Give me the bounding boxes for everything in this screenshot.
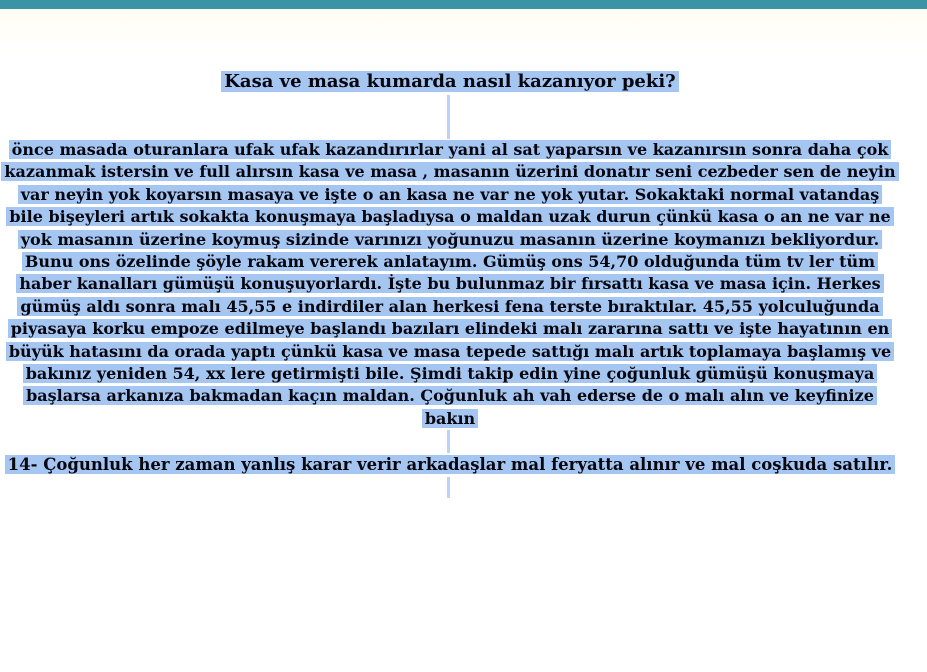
paragraph-line [0, 229, 900, 251]
selected-text: bakın [422, 409, 478, 428]
document-page [0, 9, 927, 672]
paragraph-line [0, 161, 900, 183]
paragraph-line [0, 318, 900, 340]
paragraph-line [0, 273, 900, 295]
paragraph-line [0, 206, 900, 228]
paragraph-line [0, 363, 900, 385]
selected-text: bile bişeyleri artık sokakta konuşmaya başladıysa o maldan uzak durun çünkü kasa o an ne var ne [6, 207, 893, 226]
selected-text: önce masada oturanlara ufak ufak kazandırırlar yani al sat yaparsın ve kazanırsın sonra daha çok [9, 140, 892, 159]
selected-text: başlarsa arkanıza bakmadan kaçın maldan. Çoğunluk ah vah ederse de o malı alın ve keyfinize [23, 386, 877, 405]
selected-text: yok masanın üzerine koymuş sizinde varınızı yoğunuzu masanın üzerine koymanızı bekliyordur. [18, 230, 883, 249]
selected-text: var neyin yok koyarsın masaya ve işte o an kasa ne var ne yok yutar. Sokaktaki normal vatandaş [18, 185, 883, 204]
document-title: Kasa ve masa kumarda nasıl kazanıyor peki? [221, 71, 678, 92]
selected-text: büyük hatasını da orada yaptı çünkü kasa ve masa tepede sattığı malı artık toplamaya başlamış ve [6, 342, 894, 361]
paragraph-line [0, 408, 900, 430]
paragraph-line [0, 385, 900, 407]
selected-text: bakınız yeniden 54, xx lere getirmişti bile. Şimdi takip edin yine çoğunluk gümüşü konuşmaya [23, 364, 878, 383]
selected-text: haber kanalları gümüşü konuşuyorlardı. İşte bu bulunmaz bir fırsattı kasa ve masa için. Herkes [16, 274, 883, 293]
window-top-bar [0, 0, 927, 9]
main-paragraph [0, 139, 900, 430]
selected-text: gümüş aldı sonra malı 45,55 e indirdiler alan herkesi fena terste bıraktılar. 45,55 yolculuğunda [17, 297, 882, 316]
footnote-row [0, 453, 900, 477]
empty-line-selection-mark [447, 95, 450, 139]
paragraph-line [0, 341, 900, 363]
paragraph-line [0, 296, 900, 318]
title-row [0, 68, 900, 95]
selected-text: kazanmak istersin ve full alırsın kasa ve masa , masanın üzerini donatır seni cezbeder sen de neyin [1, 162, 898, 181]
footnote-text: 14- Çoğunluk her zaman yanlış karar verir arkadaşlar mal feryatta alınır ve mal coşkuda satılır. [5, 455, 896, 474]
paragraph-line [0, 139, 900, 161]
paragraph-line [0, 251, 900, 273]
selected-text: piyasaya korku empoze edilmeye başlandı bazıları elindeki malı zararına sattı ve işte hayatının en [8, 319, 893, 338]
document-content [0, 9, 900, 672]
selected-text: Bunu ons özelinde şöyle rakam vererek anlatayım. Gümüş ons 54,70 olduğunda tüm tv ler tüm [22, 252, 878, 271]
empty-line-selection-mark [447, 430, 450, 453]
paragraph-line [0, 184, 900, 206]
empty-line-selection-mark [447, 477, 450, 498]
